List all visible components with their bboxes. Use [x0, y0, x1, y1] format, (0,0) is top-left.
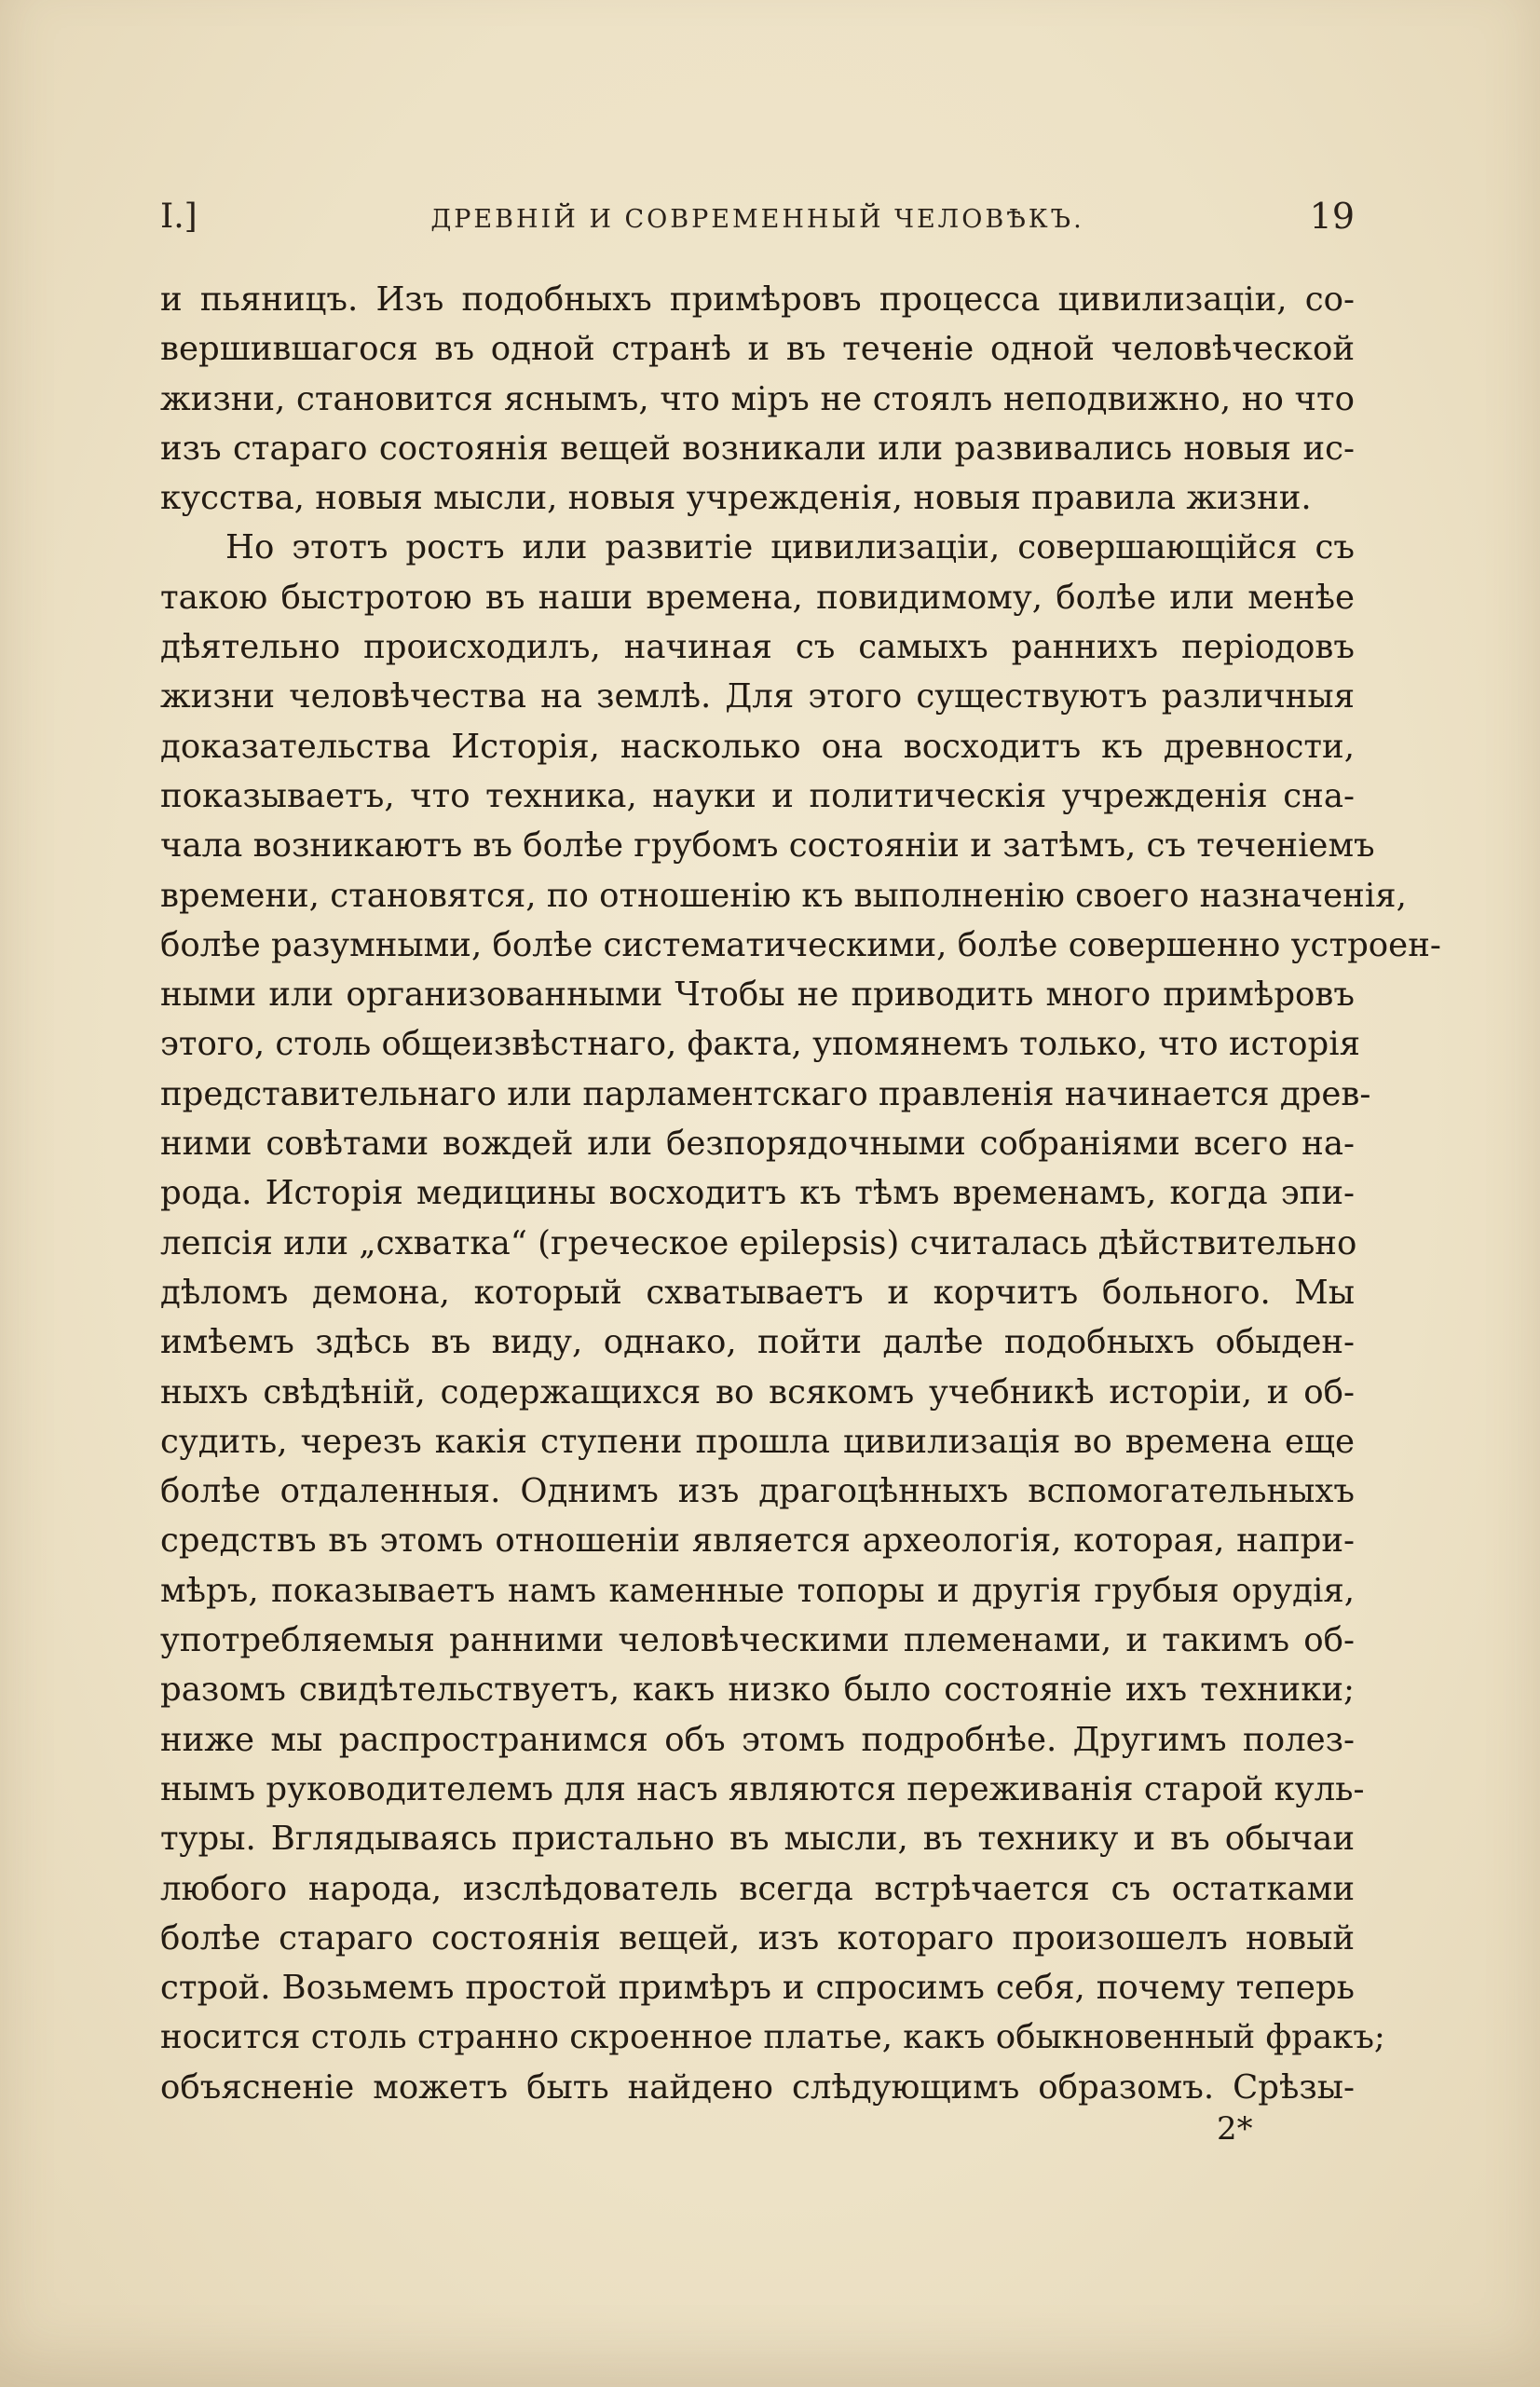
- text-line: болѣе стараго состоянія вещей, изъ котораго произошелъ новый: [160, 1918, 1355, 1957]
- text-line: вершившагося въ одной странѣ и въ теченіе одной человѣческой: [160, 330, 1355, 369]
- text-line: времени, становятся, по отношенію къ выполненію своего назначенія,: [160, 876, 1407, 915]
- text-line: любого народа, изслѣдователь всегда встрѣчается съ остатками: [160, 1869, 1355, 1908]
- text-line: Но этотъ ростъ или развитіе цивилизаціи, совершающійся съ: [225, 528, 1355, 567]
- text-line: мѣръ, показываетъ намъ каменные топоры и другія грубыя орудія,: [160, 1571, 1355, 1610]
- page-number: 19: [1309, 196, 1355, 237]
- body-text: [160, 275, 1441, 2112]
- text-line: ними совѣтами вождей или безпорядочными собраніями всего на-: [160, 1125, 1355, 1164]
- text-line: носится столь странно скроенное платье, какъ обыкновенный фракъ;: [160, 2018, 1385, 2057]
- text-line: лепсія или „схватка“ (греческое epilepsis) считалась дѣйствительно: [160, 1223, 1357, 1262]
- text-line: такою быстротою въ наши времена, повидимому, болѣе или менѣе: [160, 578, 1355, 617]
- text-line: строй. Возьмемъ простой примѣръ и спросимъ себя, почему теперь: [160, 1969, 1355, 2008]
- text-line: нымъ руководителемъ для насъ являются переживанія старой куль-: [160, 1769, 1365, 1808]
- text-line: ными или организованными Чтобы не приводить много примѣровъ: [160, 975, 1355, 1015]
- signature-mark: 2*: [1217, 2110, 1253, 2148]
- text-line: болѣе отдаленныя. Однимъ изъ драгоцѣнныхъ вспомогательныхъ: [160, 1472, 1355, 1511]
- text-line: жизни человѣчества на землѣ. Для этого существуютъ различныя: [160, 677, 1355, 716]
- text-line: рода. Исторія медицины восходитъ къ тѣмъ временамъ, когда эпи-: [160, 1174, 1355, 1213]
- text-line: изъ стараго состоянія вещей возникали или развивались новыя ис-: [160, 429, 1355, 468]
- text-line: представительнаго или парламентскаго правленія начинается древ-: [160, 1074, 1371, 1113]
- text-line: дѣломъ демона, который схватываетъ и корчитъ больного. Мы: [160, 1273, 1355, 1312]
- page-header: [160, 194, 1355, 240]
- text-line: дѣятельно происходилъ, начиная съ самыхъ раннихъ періодовъ: [160, 628, 1355, 667]
- text-line: употребляемыя ранними человѣческими племенами, и такимъ об-: [160, 1621, 1355, 1660]
- text-line: имѣемъ здѣсь въ виду, однако, пойти далѣе подобныхъ обыден-: [160, 1323, 1355, 1362]
- text-line: показываетъ, что техника, науки и политическія учрежденія сна-: [160, 776, 1355, 815]
- text-line: разомъ свидѣтельствуетъ, какъ низко было состояніе ихъ техники;: [160, 1671, 1355, 1710]
- text-line: чала возникаютъ въ болѣе грубомъ состояніи и затѣмъ, съ теченіемъ: [160, 826, 1375, 866]
- section-marker: I.]: [160, 198, 198, 236]
- text-line: жизни, становится яснымъ, что міръ не стоялъ неподвижно, но что: [160, 379, 1355, 418]
- text-line: и пьяницъ. Изъ подобныхъ примѣровъ процесса цивилизаціи, со-: [160, 280, 1355, 319]
- running-title: ДРЕВНІЙ И СОВРЕМЕННЫЙ ЧЕЛОВѢКЪ.: [430, 205, 1084, 234]
- text-line: этого, столь общеизвѣстнаго, факта, упомянемъ только, что исторія: [160, 1025, 1360, 1064]
- text-line: средствъ въ этомъ отношеніи является археологія, которая, напри-: [160, 1521, 1355, 1561]
- text-line: судить, черезъ какія ступени прошла цивилизація во времена еще: [160, 1422, 1355, 1461]
- text-line: доказательства Исторія, насколько она восходитъ къ древности,: [160, 727, 1355, 766]
- text-line: объясненіе можетъ быть найдено слѣдующимъ образомъ. Срѣзы-: [160, 2067, 1355, 2107]
- text-line: болѣе разумными, болѣе систематическими, болѣе совершенно устроен-: [160, 925, 1441, 964]
- text-line: ниже мы распространимся объ этомъ подробнѣе. Другимъ полез-: [160, 1720, 1355, 1759]
- text-line: туры. Вглядываясь пристально въ мысли, въ технику и въ обычаи: [160, 1820, 1355, 1859]
- text-line: ныхъ свѣдѣній, содержащихся во всякомъ учебникѣ исторіи, и об-: [160, 1372, 1355, 1412]
- text-line: кусства, новыя мысли, новыя учрежденія, новыя правила жизни.: [160, 479, 1312, 518]
